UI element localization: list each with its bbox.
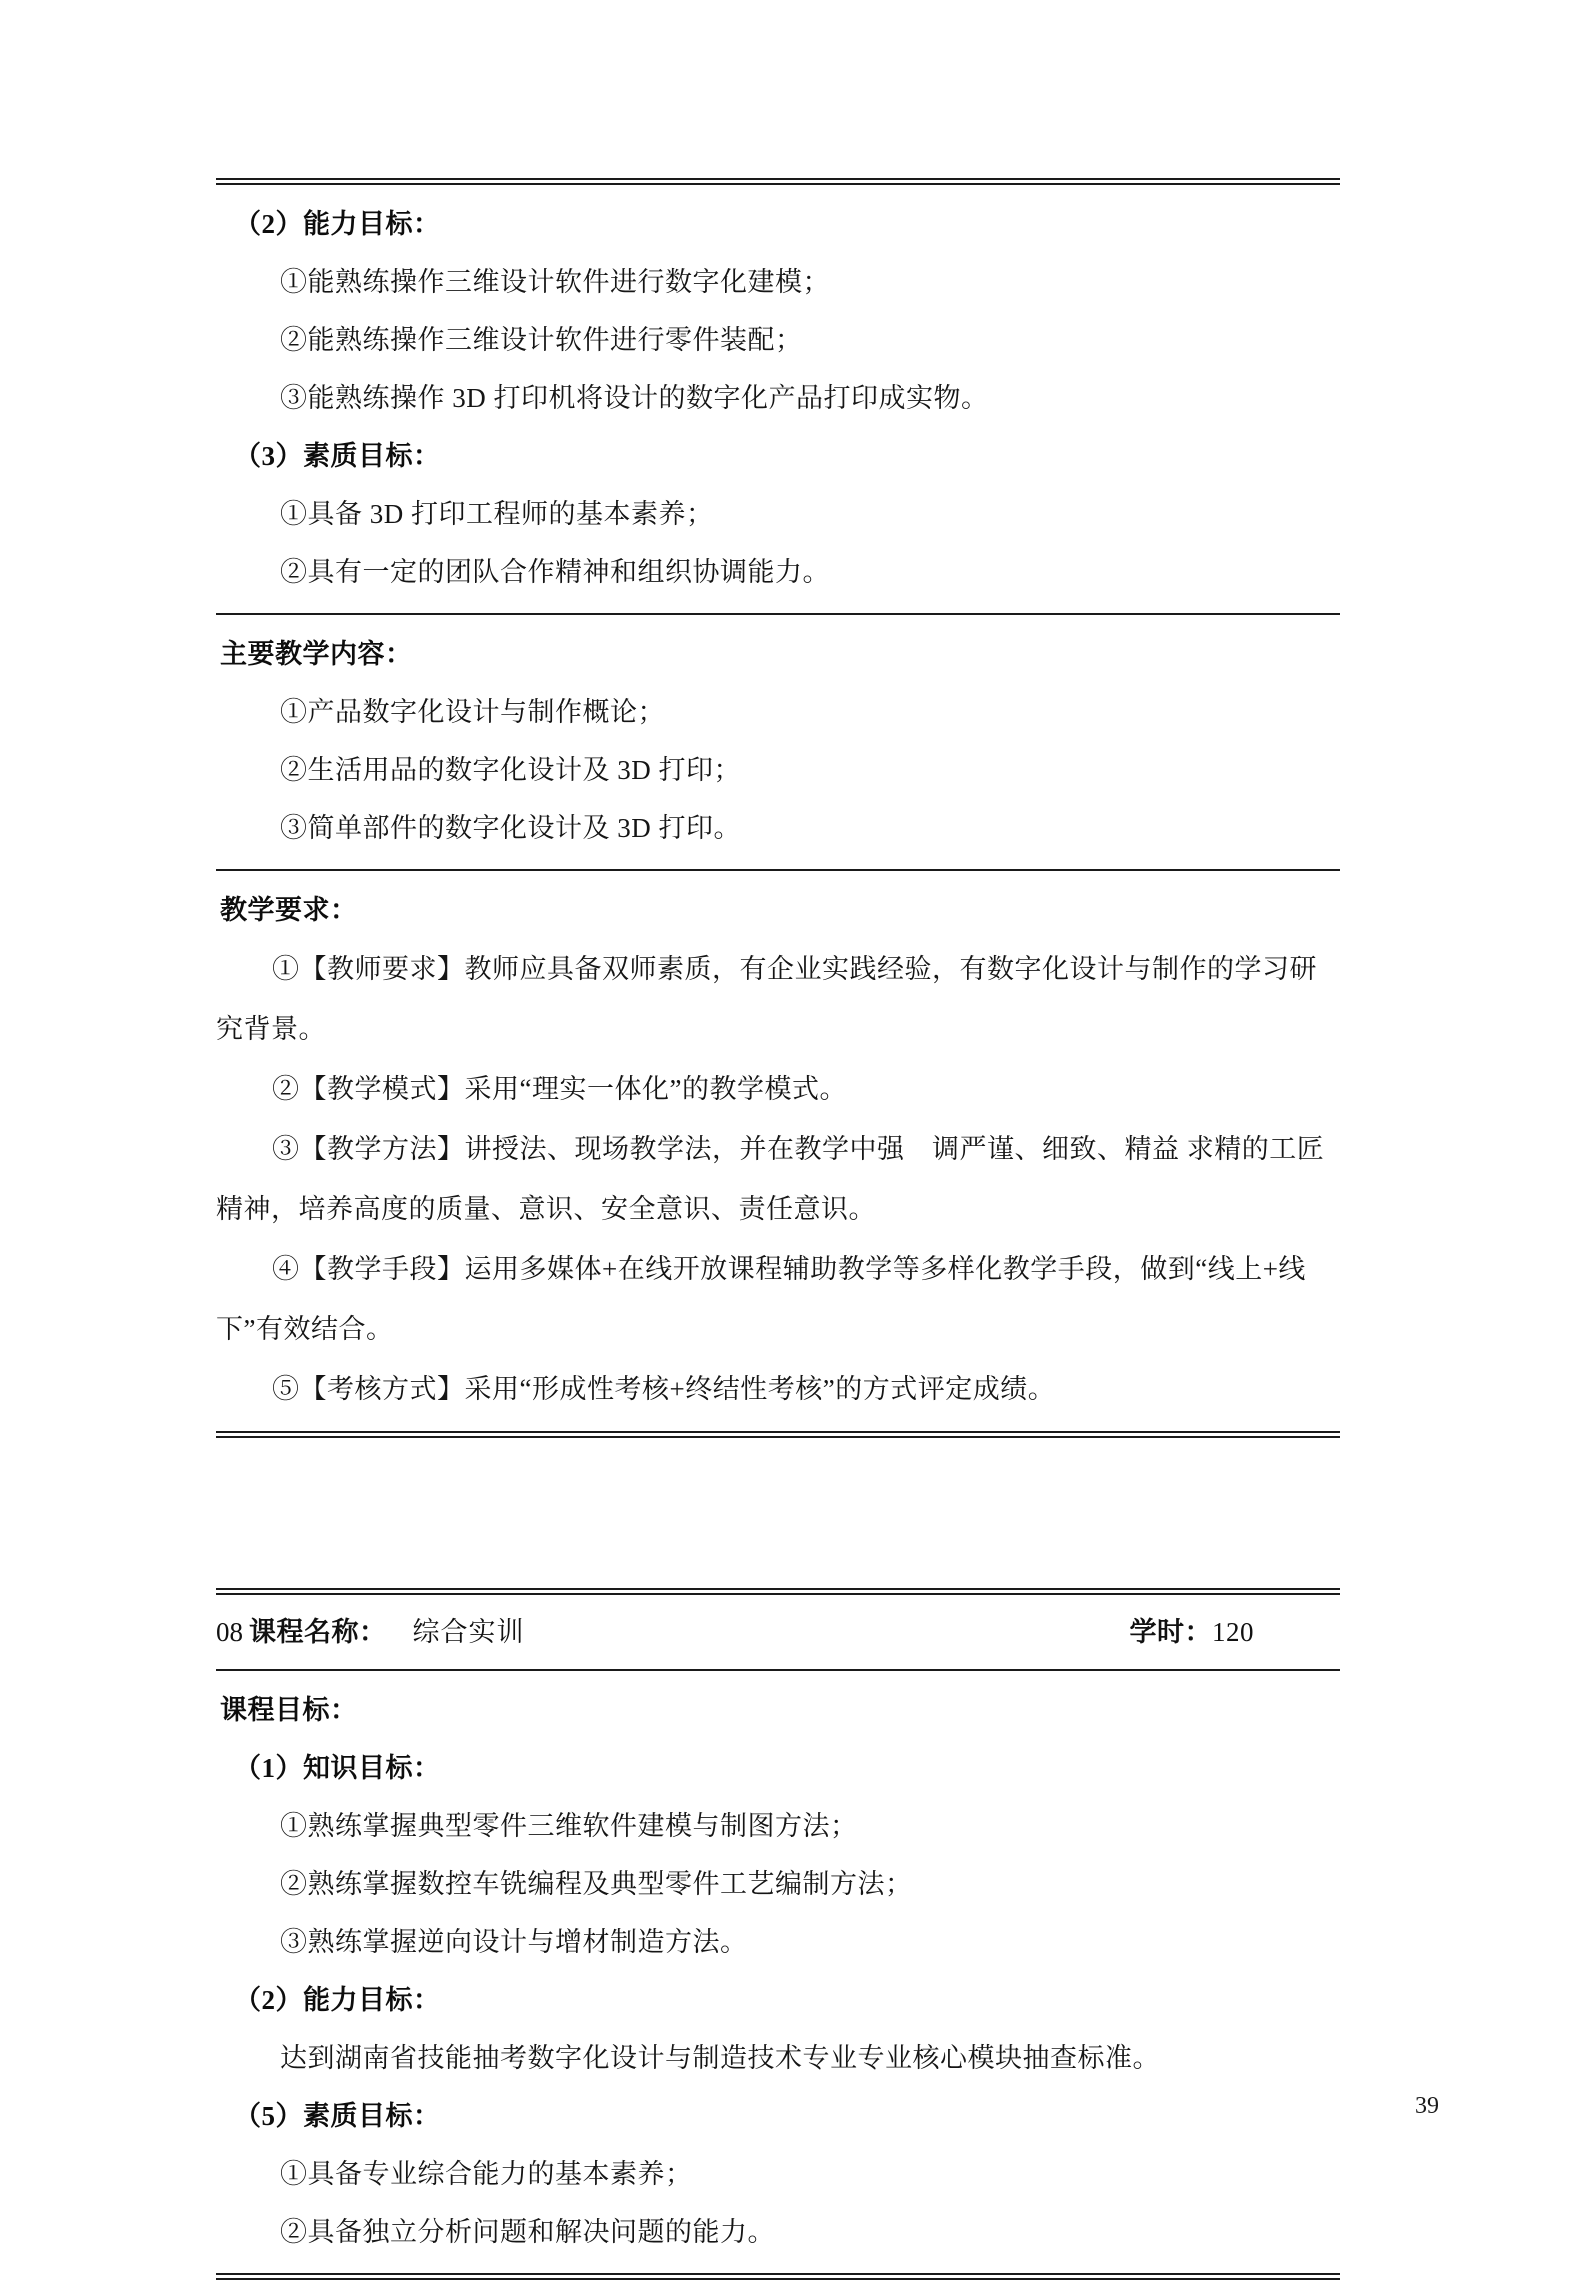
page-content xyxy=(216,178,1340,2280)
knowledge-objective-item: ③熟练掌握逆向设计与增材制造方法。 xyxy=(280,1927,748,1957)
teaching-content-heading: 主要教学内容： xyxy=(220,639,413,669)
teaching-requirement-item: ④【教学手段】运用多媒体+在线开放课程辅助教学等多样化教学手段，做到“线上+线下”有效结合。 xyxy=(216,1254,1306,1344)
section-b-top-rule xyxy=(216,1588,1340,1595)
course-header-row xyxy=(216,1595,1340,1669)
course-name-label: 课程名称： xyxy=(249,1617,387,1647)
knowledge-objectives-heading: （1）知识目标： xyxy=(234,1753,441,1783)
quality-objective-item-b: ②具备独立分析问题和解决问题的能力。 xyxy=(280,2217,775,2247)
teaching-content-block xyxy=(216,615,1340,869)
quality-objective-item: ②具有一定的团队合作精神和组织协调能力。 xyxy=(280,557,830,587)
section-spacer xyxy=(216,1438,1340,1588)
ability-objective-item: ③能熟练操作 3D 打印机将设计的数字化产品打印成实物。 xyxy=(280,383,989,413)
ability-objectives-heading-a: （2）能力目标： xyxy=(234,209,441,239)
knowledge-objective-item: ①熟练掌握典型零件三维软件建模与制图方法； xyxy=(280,1811,858,1841)
quality-objective-item-b: ①具备专业综合能力的基本素养； xyxy=(280,2159,693,2189)
course-objectives-block xyxy=(216,1671,1340,2273)
ability-objectives-heading-b: （2）能力目标： xyxy=(234,1985,441,2015)
course-objectives-heading: 课程目标： xyxy=(220,1695,358,1725)
section-a-top-rule xyxy=(216,178,1340,185)
course-number: 08 xyxy=(216,1617,243,1647)
teaching-content-item: ②生活用品的数字化设计及 3D 打印； xyxy=(280,755,741,785)
page-number: 39 xyxy=(1415,2093,1439,2119)
ability-objectives-block-a xyxy=(216,185,1340,613)
section-b-bottom-rule xyxy=(216,2273,1340,2280)
quality-objectives-heading-b: （5）素质目标： xyxy=(234,2101,441,2131)
course-hours-value: 120 xyxy=(1212,1617,1254,1647)
teaching-content-item: ①产品数字化设计与制作概论； xyxy=(280,697,665,727)
course-name-value: 综合实训 xyxy=(412,1617,525,1647)
teaching-requirement-item: ②【教学模式】采用“理实一体化”的教学模式。 xyxy=(272,1074,847,1104)
teaching-content-item: ③简单部件的数字化设计及 3D 打印。 xyxy=(280,813,741,843)
quality-objectives-heading-a: （3）素质目标： xyxy=(234,441,441,471)
ability-objective-text-b: 达到湖南省技能抽考数字化设计与制造技术专业专业核心模块抽查标准。 xyxy=(280,2043,1160,2073)
quality-objective-item: ①具备 3D 打印工程师的基本素养； xyxy=(280,499,714,529)
teaching-requirements-heading: 教学要求： xyxy=(220,895,358,925)
course-title-group xyxy=(216,1607,525,1657)
ability-objective-item: ①能熟练操作三维设计软件进行数字化建模； xyxy=(280,267,830,297)
teaching-requirement-item: ③【教学方法】讲授法、现场教学法，并在教学中强 调严谨、细致、精益 求精的工匠精神，培养高度的质量、意识、安全意识、责任意识。 xyxy=(216,1134,1325,1224)
knowledge-objective-item: ②熟练掌握数控车铣编程及典型零件工艺编制方法； xyxy=(280,1869,913,1899)
course-hours-group xyxy=(1130,1607,1255,1657)
course-hours-label: 学时： xyxy=(1129,1617,1212,1647)
teaching-requirement-item: ①【教师要求】教师应具备双师素质，有企业实践经验，有数字化设计与制作的学习研究背景。 xyxy=(216,954,1317,1044)
teaching-requirement-item: ⑤【考核方式】采用“形成性考核+终结性考核”的方式评定成绩。 xyxy=(272,1374,1056,1404)
teaching-requirements-block xyxy=(216,871,1340,1431)
section-a-bottom-rule xyxy=(216,1431,1340,1438)
ability-objective-item: ②能熟练操作三维设计软件进行零件装配； xyxy=(280,325,803,355)
